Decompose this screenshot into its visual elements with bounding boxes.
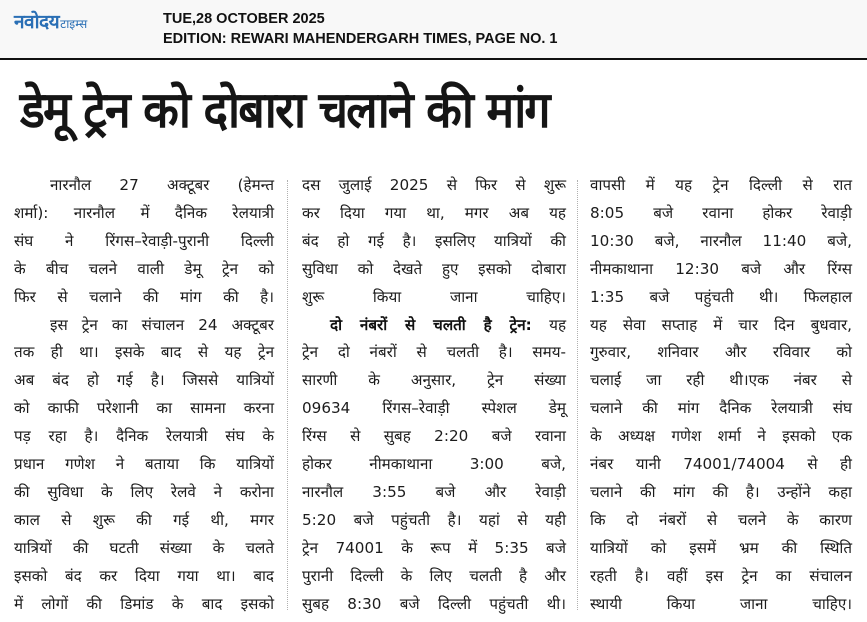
paragraph <box>14 312 274 619</box>
article-body <box>0 172 867 622</box>
text-line: अब बंद हो गई है। जिससे यात्रियों <box>14 371 274 390</box>
text-line: 5:20 बजे पहुंचती है। यहां से यही <box>302 510 566 529</box>
text-line: कि दो नंबरों से चलने के कारण <box>590 510 852 529</box>
text-line: नारनौल 3:55 बजे और रेवाड़ी <box>302 482 566 501</box>
text-line: यात्रियों को इसमें भ्रम की स्थिति <box>590 538 852 557</box>
text-line: चलाने की मांग दैनिक रेलयात्री संघ <box>590 399 852 418</box>
text-line: चलाई जा रही थी।एक नंबर से <box>590 371 852 390</box>
text-line: सुविधा को देखते हुए इसको दोबारा <box>302 259 566 278</box>
text-line: नीमकाथाना 12:30 बजे और रिंग्स <box>590 259 852 278</box>
text-line: के अध्यक्ष गणेश शर्मा ने इसको एक <box>590 427 852 446</box>
text-line: के बीच चलने वाली डेमू ट्रेन को <box>14 259 274 278</box>
text-line: होकर नीमकाथाना 3:00 बजे, <box>302 455 566 474</box>
text-line: काल से शुरू की गई थी, मगर <box>14 510 274 529</box>
logo-main-text: नवोदय <box>14 11 60 33</box>
text-line: प्रधान गणेश ने बताया कि यात्रियों <box>14 455 274 474</box>
text-line: में लोगों की डिमांड के बाद इसको <box>14 594 274 613</box>
paragraph <box>302 312 566 619</box>
edition-name: EDITION: REWARI MAHENDERGARH TIMES, PAGE NO. 1 <box>163 31 558 47</box>
text-line: दस जुलाई 2025 से फिर से शुरू <box>302 176 566 194</box>
text-line: सुबह 8:30 बजे दिल्ली पहुंचती थी। <box>302 594 566 613</box>
text-line: शुरू किया जाना चाहिए। <box>302 287 566 306</box>
article-column-1 <box>14 172 274 619</box>
text-line: 1:35 बजे पहुंचती थी। फिलहाल <box>590 287 852 306</box>
text-line <box>302 312 566 340</box>
text-line: नंबर यानी 74001/74004 से ही <box>590 455 852 474</box>
text-line: की सुविधा के लिए रेलवे ने करोना <box>14 482 274 501</box>
text-line: पुरानी दिल्ली के लिए चलती है और <box>302 566 566 585</box>
article-headline: डेमू ट्रेन को दोबारा चलाने की मांग <box>20 81 549 139</box>
text-fragment: यह <box>531 315 567 334</box>
logo-sub-text: टाइम्स <box>60 17 88 31</box>
section-subheading: दो नंबरों से चलती है ट्रेन: <box>330 315 532 334</box>
column-divider <box>577 180 578 610</box>
text-line: ट्रेन 74001 के रूप में 5:35 बजे <box>302 538 566 557</box>
text-line: शर्मा): नारनौल में दैनिक रेलयात्री <box>14 203 274 222</box>
text-line: यह सेवा सप्ताह में चार दिन बुधवार, <box>590 315 852 334</box>
paragraph <box>302 172 566 312</box>
text-line: रिंग्स से सुबह 2:20 बजे रवाना <box>302 427 566 446</box>
text-line: बंद हो गई है। इसलिए यात्रियों की <box>302 231 566 250</box>
text-line: फिर से चलाने की मांग की है। <box>14 287 274 306</box>
newspaper-logo <box>14 8 87 34</box>
article-column-2 <box>302 172 566 619</box>
text-line: सारणी के अनुसार, ट्रेन संख्या <box>302 371 566 390</box>
article-column-3 <box>590 172 852 619</box>
masthead-bar <box>0 0 867 60</box>
text-line: ट्रेन दो नंबरों से चलती है। समय- <box>302 343 566 362</box>
text-line: 09634 रिंगस–रेवाड़ी स्पेशल डेमू <box>302 399 566 418</box>
text-line: चलाने की मांग की है। उन्होंने कहा <box>590 482 852 501</box>
paragraph <box>14 172 274 312</box>
text-line: इस ट्रेन का संचालन 24 अक्टूबर <box>50 315 274 334</box>
text-line: गुरुवार, शनिवार और रविवार को <box>590 343 852 362</box>
text-line: कर दिया गया था, मगर अब यह <box>302 203 566 222</box>
paragraph <box>590 172 852 619</box>
text-line: को काफी परेशानी का सामना करना <box>14 399 274 418</box>
text-line: स्थायी किया जाना चाहिए। <box>590 594 852 613</box>
text-line: 10:30 बजे, नारनौल 11:40 बजे, <box>590 231 852 250</box>
text-line: इसको बंद कर दिया गया था। बाद <box>14 566 274 585</box>
text-line: नारनौल 27 अक्टूबर (हेमन्त <box>50 176 274 194</box>
text-line: पड़ रहा है। दैनिक रेलयात्री संघ के <box>14 427 274 446</box>
text-line: रहती है। वहीं इस ट्रेन का संचालन <box>590 566 852 585</box>
text-line: यात्रियों की घटती संख्या के चलते <box>14 538 274 557</box>
text-line: 8:05 बजे रवाना होकर रेवाड़ी <box>590 203 852 222</box>
text-line: संघ ने रिंगस–रेवाड़ी-पुरानी दिल्ली <box>14 231 274 250</box>
edition-info <box>163 9 557 49</box>
text-line: तक ही था। इसके बाद से यह ट्रेन <box>14 343 274 362</box>
text-line: वापसी में यह ट्रेन दिल्ली से रात <box>590 176 852 194</box>
column-divider <box>287 180 288 610</box>
edition-date: TUE,28 OCTOBER 2025 <box>163 11 325 27</box>
